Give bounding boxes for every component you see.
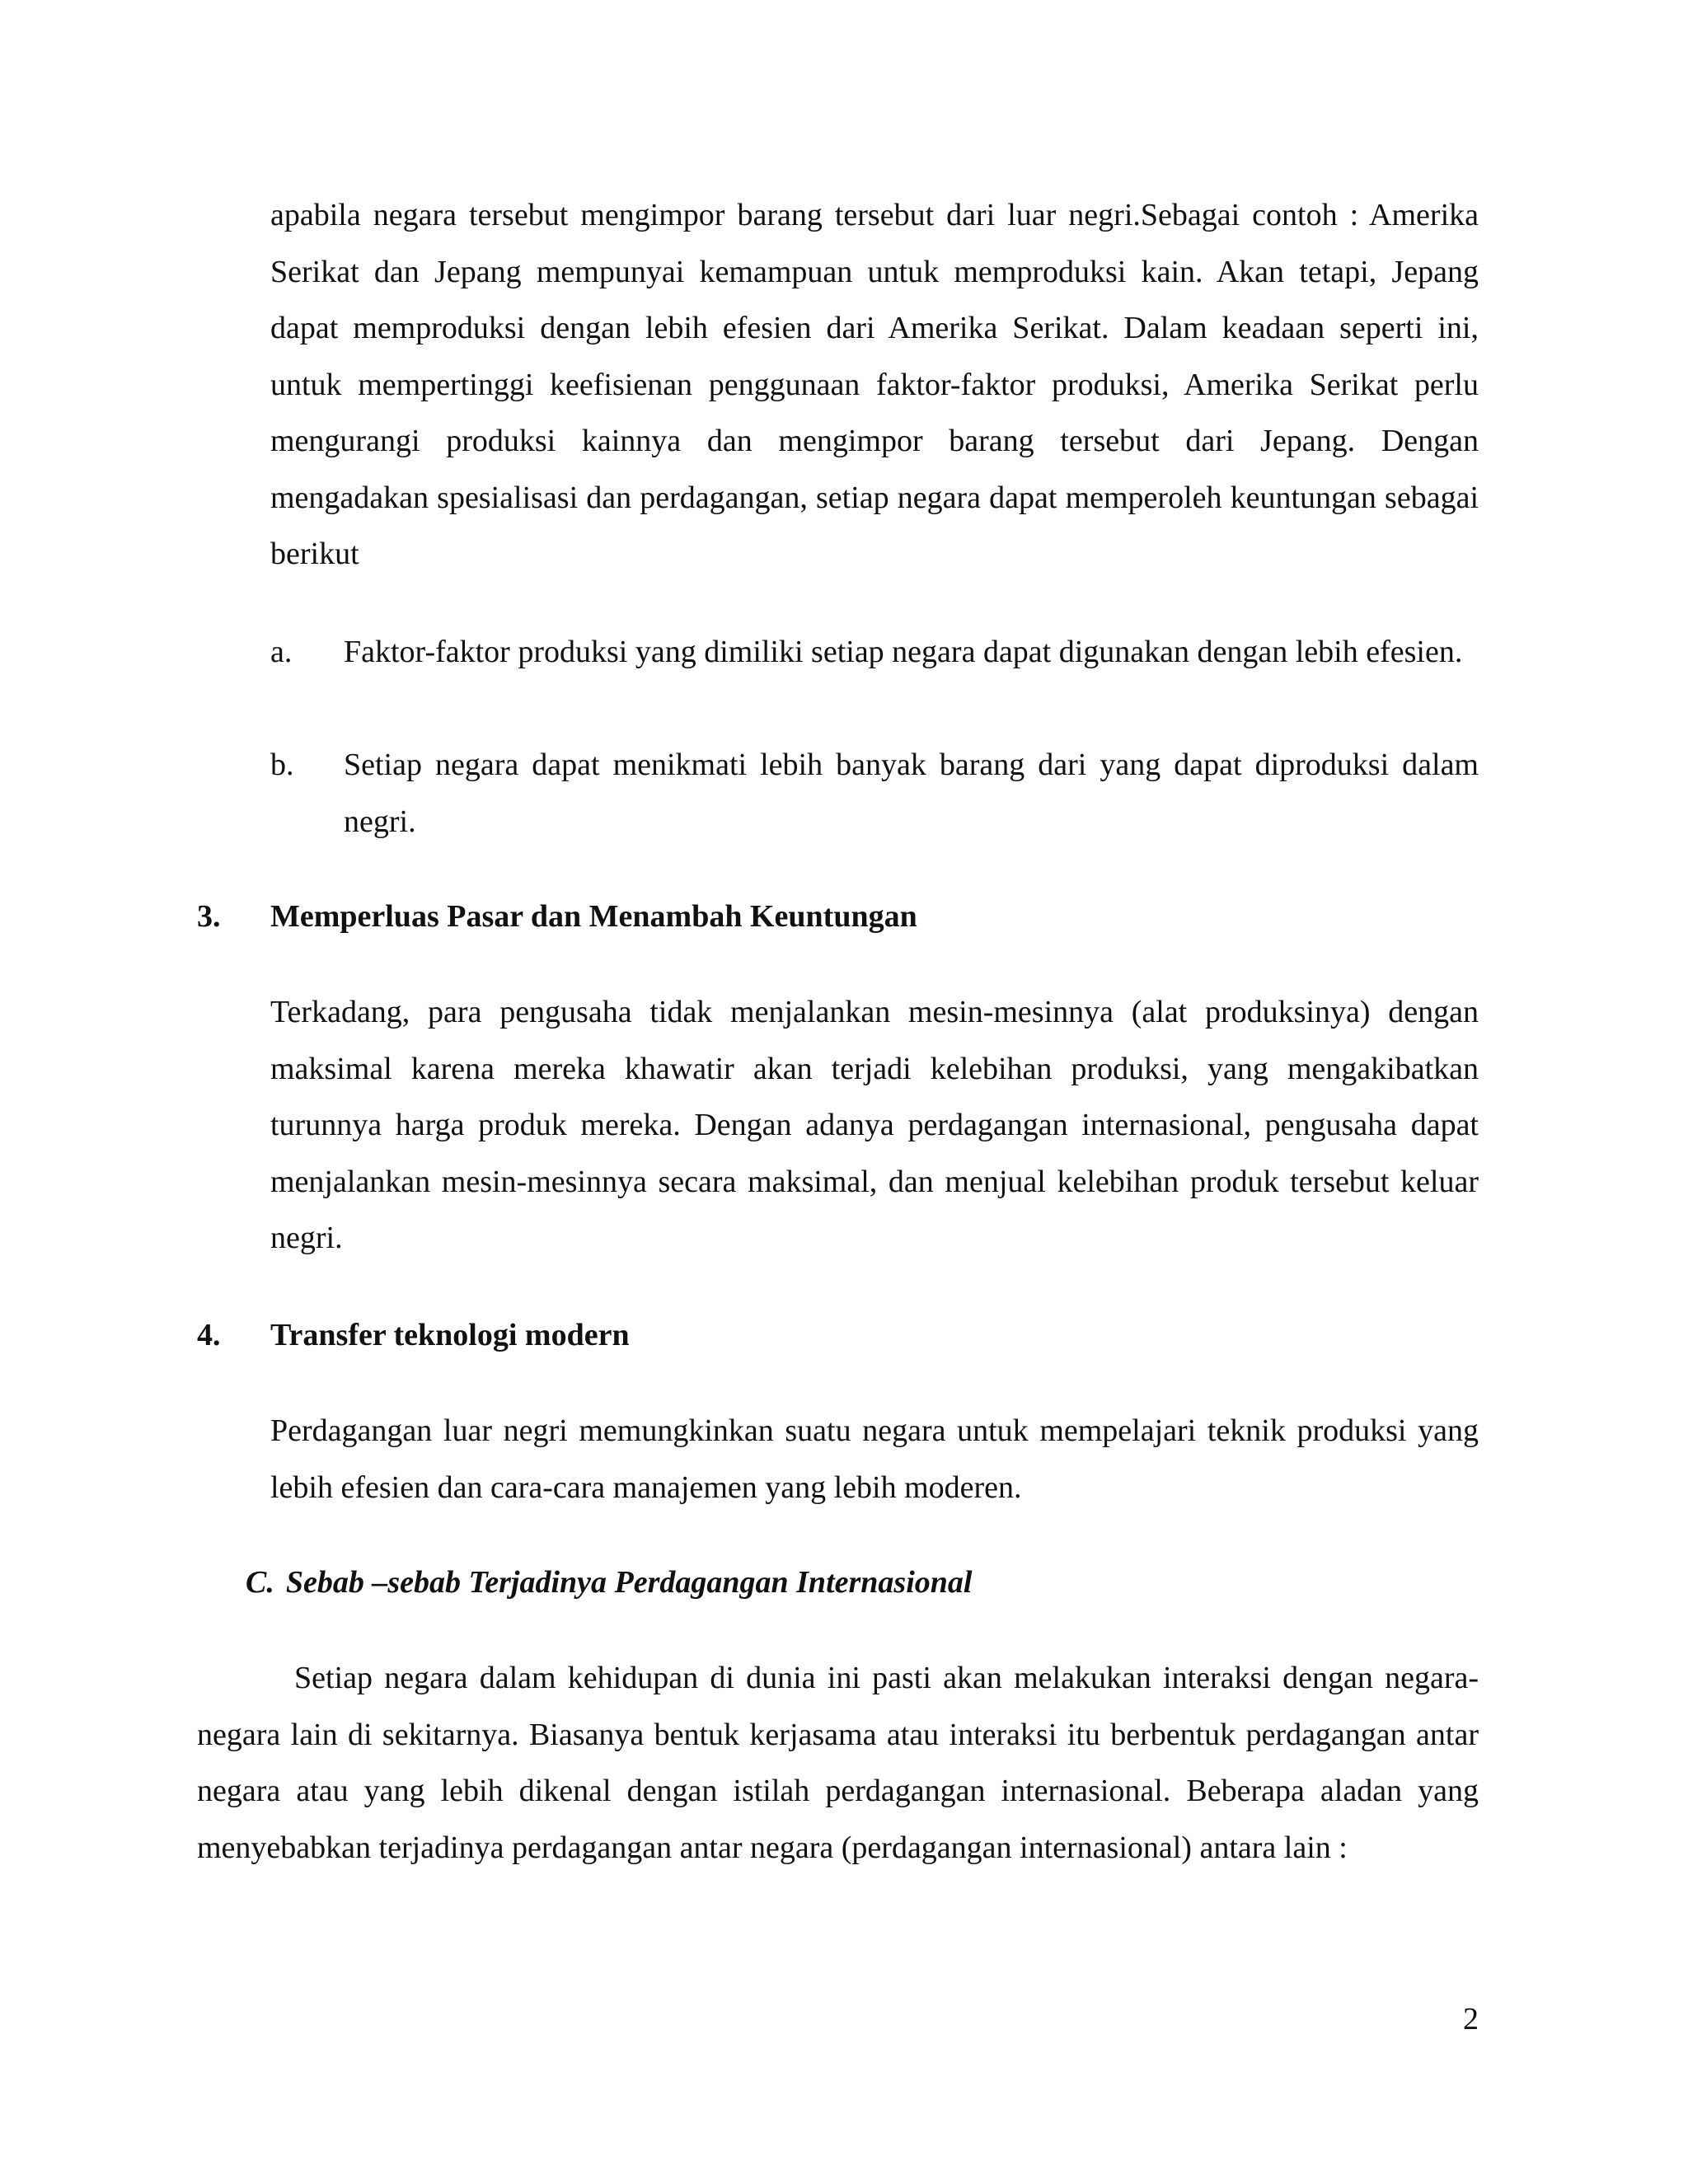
list-item	[270, 737, 1479, 850]
section-number: 3.	[197, 899, 221, 934]
list-item-text: Setiap negara dapat menikmati lebih banyak barang dari yang dapat diproduksi dalam negri.	[344, 748, 1479, 839]
section-title: Memperluas Pasar dan Menambah Keuntungan	[270, 899, 917, 934]
page-number: 2	[1463, 2002, 1479, 2036]
section-letter: C.	[246, 1565, 274, 1600]
list-item	[270, 624, 1479, 681]
section-4-body: Perdagangan luar negri memungkinkan suatu negara untuk mempelajari teknik produksi yang lebih efesien dan cara-cara manajemen yang lebih moderen.	[270, 1413, 1479, 1505]
list-marker: b.	[270, 748, 294, 782]
intro-paragraph: apabila negara tersebut mengimpor barang tersebut dari luar negri.Sebagai contoh : Amerika Serikat dan Jepang mempunyai kemampuan untuk memproduksi kain. Akan tetapi, Jepang dapat memproduksi dengan lebih efesien dari Amerika Serikat. Dalam keadaan seperti ini, untuk mempertinggi keefisienan penggunaan faktor-faktor produksi, Amerika Serikat perlu mengurangi produksi kainnya dan mengimpor barang tersebut dari Jepang. Dengan mengadakan spesialisasi dan perdagangan, setiap negara dapat memperoleh keuntungan sebagai berikut	[270, 198, 1479, 571]
section-number: 4.	[197, 1318, 221, 1352]
section-title: Sebab –sebab Terjadinya Perdagangan Internasional	[285, 1565, 973, 1600]
section-3-body: Terkadang, para pengusaha tidak menjalankan mesin-mesinnya (alat produksinya) dengan maksimal karena mereka khawatir akan terjadi kelebihan produksi, yang mengakibatkan turunnya harga produk mereka. Dengan adanya perdagangan internasional, pengusaha dapat menjalankan mesin-mesinnya secara maksimal, dan menjual kelebihan produk tersebut keluar negri.	[270, 995, 1479, 1255]
section-c-heading	[246, 1554, 972, 1611]
list-marker: a.	[270, 635, 293, 669]
list-item-text: Faktor-faktor produksi yang dimiliki setiap negara dapat digunakan dengan lebih efesien.	[344, 635, 1463, 669]
section-c-body: Setiap negara dalam kehidupan di dunia ini pasti akan melakukan interaksi dengan negara-negara lain di sekitarnya. Biasanya bentuk kerjasama atau interaksi itu berbentuk perdagangan antar negara atau yang lebih dikenal dengan istilah perdagangan internasional. Beberapa aladan yang menyebabkan terjadinya perdagangan antar negara (perdagangan internasional) antara lain :	[197, 1661, 1479, 1865]
section-title: Transfer teknologi modern	[270, 1318, 630, 1352]
